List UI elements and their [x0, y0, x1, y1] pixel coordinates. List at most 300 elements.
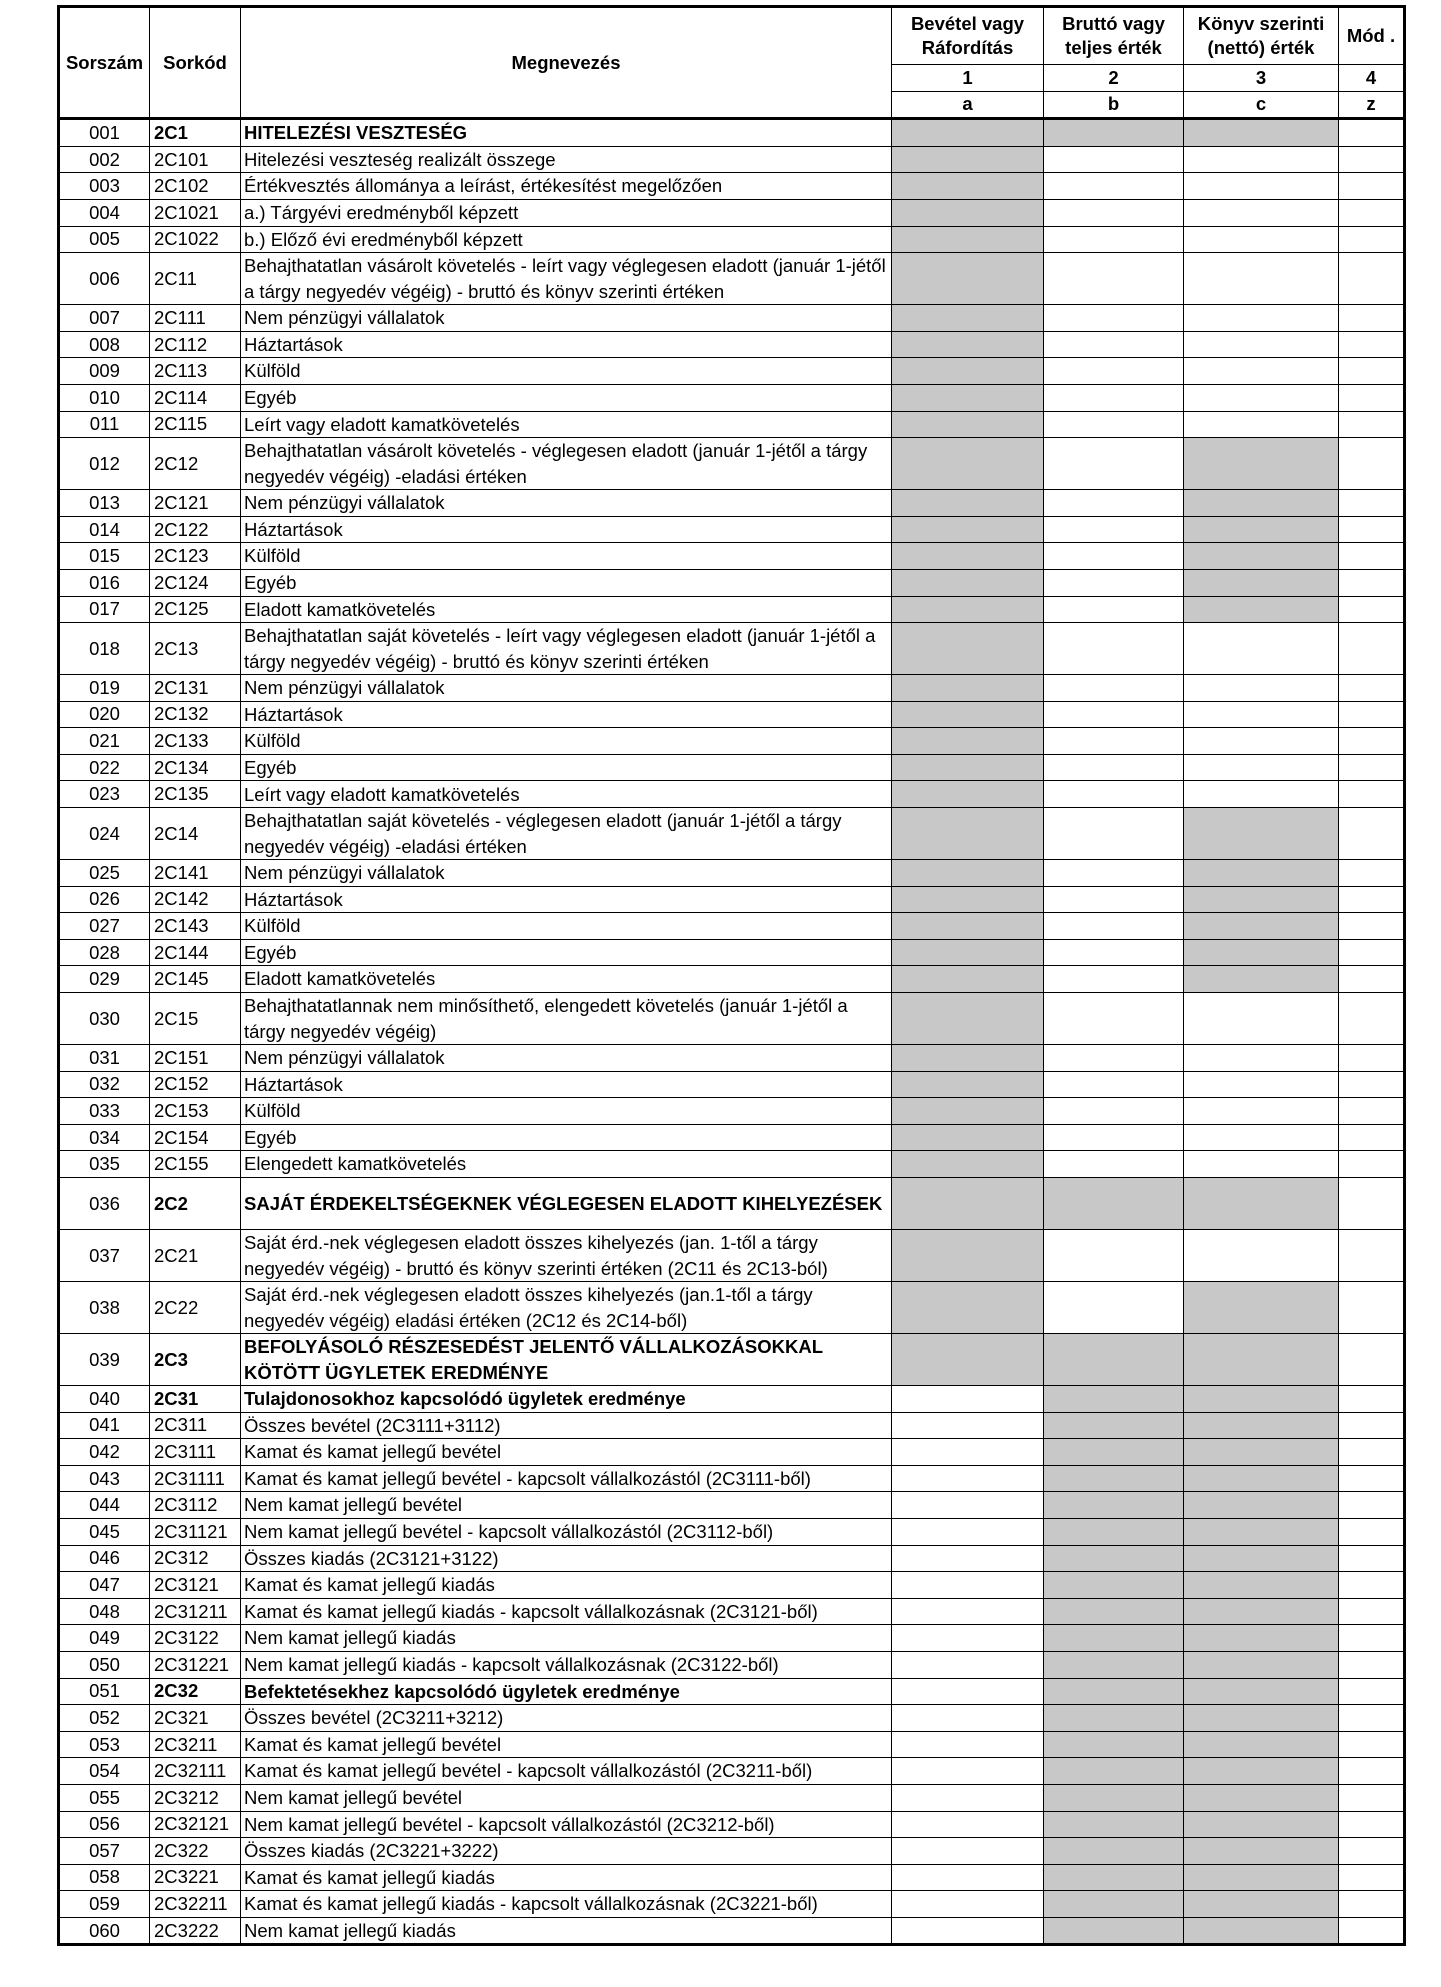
value-cell-col1[interactable] — [892, 1838, 1044, 1865]
value-cell-col4[interactable] — [1339, 1439, 1405, 1466]
row-number: 026 — [59, 886, 150, 913]
value-cell-col1 — [892, 438, 1044, 490]
value-cell-col4[interactable] — [1339, 1758, 1405, 1785]
value-cell-col1[interactable] — [892, 1492, 1044, 1519]
row-code: 2C321 — [150, 1705, 241, 1732]
row-code: 2C3122 — [150, 1625, 241, 1652]
table-row — [59, 305, 1405, 332]
value-cell-col2[interactable] — [1044, 623, 1184, 675]
table-header — [59, 7, 1405, 119]
value-cell-col4[interactable] — [1339, 1098, 1405, 1125]
value-cell-col1[interactable] — [892, 1598, 1044, 1625]
value-cell-col4[interactable] — [1339, 384, 1405, 411]
value-cell-col4[interactable] — [1339, 253, 1405, 305]
value-cell-col3[interactable] — [1184, 358, 1339, 385]
value-cell-col2[interactable] — [1044, 728, 1184, 755]
value-cell-col4[interactable] — [1339, 543, 1405, 570]
value-cell-col2[interactable] — [1044, 411, 1184, 438]
value-cell-col2[interactable] — [1044, 939, 1184, 966]
table-row — [59, 1758, 1405, 1785]
row-description: Hitelezési veszteség realizált összege — [241, 146, 892, 173]
row-description: Leírt vagy eladott kamatkövetelés — [241, 411, 892, 438]
row-description: Külföld — [241, 543, 892, 570]
value-cell-col4[interactable] — [1339, 1731, 1405, 1758]
value-cell-col4[interactable] — [1339, 1518, 1405, 1545]
value-cell-col1[interactable] — [892, 1811, 1044, 1838]
row-description: Értékvesztés állománya a leírást, értékesítést megelőzően — [241, 173, 892, 200]
value-cell-col4[interactable] — [1339, 1598, 1405, 1625]
row-code: 2C153 — [150, 1098, 241, 1125]
value-cell-col1[interactable] — [892, 1439, 1044, 1466]
row-description: Nem pénzügyi vállalatok — [241, 305, 892, 332]
header-col4-letter: z — [1339, 91, 1405, 119]
value-cell-col2[interactable] — [1044, 754, 1184, 781]
value-cell-col2[interactable] — [1044, 913, 1184, 940]
value-cell-col1[interactable] — [892, 1731, 1044, 1758]
value-cell-col1 — [892, 516, 1044, 543]
table-row — [59, 1518, 1405, 1545]
table-row — [59, 623, 1405, 675]
value-cell-col3 — [1184, 1838, 1339, 1865]
value-cell-col4[interactable] — [1339, 146, 1405, 173]
value-cell-col3 — [1184, 1891, 1339, 1918]
table-row — [59, 993, 1405, 1045]
value-cell-col2[interactable] — [1044, 358, 1184, 385]
value-cell-col3[interactable] — [1184, 1098, 1339, 1125]
value-cell-col4[interactable] — [1339, 1282, 1405, 1334]
row-number: 046 — [59, 1545, 150, 1572]
value-cell-col3[interactable] — [1184, 993, 1339, 1045]
value-cell-col3 — [1184, 1758, 1339, 1785]
row-description: Háztartások — [241, 886, 892, 913]
value-cell-col1[interactable] — [892, 1625, 1044, 1652]
value-cell-col4[interactable] — [1339, 1492, 1405, 1519]
value-cell-col4[interactable] — [1339, 728, 1405, 755]
value-cell-col4[interactable] — [1339, 1705, 1405, 1732]
value-cell-col4[interactable] — [1339, 1864, 1405, 1891]
row-code: 2C144 — [150, 939, 241, 966]
value-cell-col1 — [892, 411, 1044, 438]
value-cell-col2 — [1044, 1917, 1184, 1945]
value-cell-col2[interactable] — [1044, 966, 1184, 993]
value-cell-col2[interactable] — [1044, 1098, 1184, 1125]
row-code: 2C152 — [150, 1071, 241, 1098]
row-number: 032 — [59, 1071, 150, 1098]
table-row — [59, 384, 1405, 411]
header-col2-num: 2 — [1044, 65, 1184, 92]
row-code: 2C311 — [150, 1412, 241, 1439]
value-cell-col2[interactable] — [1044, 490, 1184, 517]
row-description: Behajthatatlan vásárolt követelés - leírt vagy véglegesen eladott (január 1-jétől a tárgy negyedév végéig) - bruttó és könyv szerinti értéken — [241, 253, 892, 305]
value-cell-col2[interactable] — [1044, 569, 1184, 596]
row-number: 039 — [59, 1334, 150, 1386]
value-cell-col3[interactable] — [1184, 146, 1339, 173]
value-cell-col2[interactable] — [1044, 1124, 1184, 1151]
value-cell-col4[interactable] — [1339, 1045, 1405, 1072]
value-cell-col4[interactable] — [1339, 438, 1405, 490]
row-code: 2C102 — [150, 173, 241, 200]
header-col3-title: Könyv szerinti (nettó) érték — [1184, 7, 1339, 65]
row-code: 2C12 — [150, 438, 241, 490]
value-cell-col2[interactable] — [1044, 675, 1184, 702]
value-cell-col4[interactable] — [1339, 993, 1405, 1045]
row-description: Nem kamat jellegű bevétel - kapcsolt vállalkozástól (2C3112-ből) — [241, 1518, 892, 1545]
value-cell-col1 — [892, 728, 1044, 755]
value-cell-col3[interactable] — [1184, 253, 1339, 305]
row-description: Nem pénzügyi vállalatok — [241, 860, 892, 887]
value-cell-col1[interactable] — [892, 1784, 1044, 1811]
value-cell-col4[interactable] — [1339, 1151, 1405, 1178]
value-cell-col2[interactable] — [1044, 886, 1184, 913]
value-cell-col2[interactable] — [1044, 331, 1184, 358]
value-cell-col3[interactable] — [1184, 1151, 1339, 1178]
value-cell-col2 — [1044, 1465, 1184, 1492]
row-code: 2C123 — [150, 543, 241, 570]
value-cell-col3 — [1184, 596, 1339, 623]
row-description: Egyéb — [241, 754, 892, 781]
value-cell-col4[interactable] — [1339, 596, 1405, 623]
row-number: 043 — [59, 1465, 150, 1492]
value-cell-col4[interactable] — [1339, 173, 1405, 200]
value-cell-col4[interactable] — [1339, 1230, 1405, 1282]
row-number: 029 — [59, 966, 150, 993]
value-cell-col2[interactable] — [1044, 993, 1184, 1045]
table-row — [59, 1439, 1405, 1466]
row-code: 2C114 — [150, 384, 241, 411]
row-number: 047 — [59, 1572, 150, 1599]
row-description: Összes kiadás (2C3121+3122) — [241, 1545, 892, 1572]
value-cell-col4[interactable] — [1339, 199, 1405, 226]
value-cell-col1 — [892, 781, 1044, 808]
value-cell-col4[interactable] — [1339, 913, 1405, 940]
value-cell-col2 — [1044, 1412, 1184, 1439]
value-cell-col2[interactable] — [1044, 596, 1184, 623]
value-cell-col2[interactable] — [1044, 438, 1184, 490]
value-cell-col1[interactable] — [892, 1864, 1044, 1891]
table-row — [59, 1572, 1405, 1599]
row-code: 2C1022 — [150, 226, 241, 253]
row-description: Tulajdonosokhoz kapcsolódó ügyletek eredménye — [241, 1386, 892, 1413]
value-cell-col3[interactable] — [1184, 226, 1339, 253]
value-cell-col4[interactable] — [1339, 411, 1405, 438]
value-cell-col4[interactable] — [1339, 516, 1405, 543]
row-code: 2C3111 — [150, 1439, 241, 1466]
row-code: 2C134 — [150, 754, 241, 781]
value-cell-col4[interactable] — [1339, 886, 1405, 913]
value-cell-col4[interactable] — [1339, 1891, 1405, 1918]
value-cell-col1 — [892, 1178, 1044, 1230]
row-code: 2C154 — [150, 1124, 241, 1151]
table-row — [59, 1098, 1405, 1125]
value-cell-col2 — [1044, 1545, 1184, 1572]
value-cell-col1[interactable] — [892, 1412, 1044, 1439]
value-cell-col3[interactable] — [1184, 199, 1339, 226]
value-cell-col2[interactable] — [1044, 253, 1184, 305]
table-row — [59, 1731, 1405, 1758]
value-cell-col3[interactable] — [1184, 411, 1339, 438]
value-cell-col1 — [892, 966, 1044, 993]
value-cell-col2 — [1044, 1864, 1184, 1891]
value-cell-col4[interactable] — [1339, 1678, 1405, 1705]
value-cell-col1[interactable] — [892, 1465, 1044, 1492]
value-cell-col4[interactable] — [1339, 1838, 1405, 1865]
header-sorszam: Sorszám — [59, 7, 150, 119]
value-cell-col2[interactable] — [1044, 384, 1184, 411]
row-description: Elengedett kamatkövetelés — [241, 1151, 892, 1178]
value-cell-col2[interactable] — [1044, 146, 1184, 173]
value-cell-col3[interactable] — [1184, 384, 1339, 411]
value-cell-col4[interactable] — [1339, 781, 1405, 808]
value-cell-col1[interactable] — [892, 1917, 1044, 1945]
value-cell-col3[interactable] — [1184, 1124, 1339, 1151]
value-cell-col1[interactable] — [892, 1572, 1044, 1599]
value-cell-col4[interactable] — [1339, 119, 1405, 147]
value-cell-col1 — [892, 569, 1044, 596]
value-cell-col4[interactable] — [1339, 675, 1405, 702]
value-cell-col2 — [1044, 1625, 1184, 1652]
row-number: 034 — [59, 1124, 150, 1151]
row-description: Külföld — [241, 728, 892, 755]
row-description: Kamat és kamat jellegű kiadás - kapcsolt vállalkozásnak (2C3121-ből) — [241, 1598, 892, 1625]
value-cell-col4[interactable] — [1339, 1178, 1405, 1230]
value-cell-col3[interactable] — [1184, 305, 1339, 332]
value-cell-col2[interactable] — [1044, 781, 1184, 808]
row-number: 042 — [59, 1439, 150, 1466]
row-description: Egyéb — [241, 569, 892, 596]
value-cell-col2[interactable] — [1044, 1230, 1184, 1282]
value-cell-col1[interactable] — [892, 1705, 1044, 1732]
value-cell-col4[interactable] — [1339, 1811, 1405, 1838]
table-row — [59, 1151, 1405, 1178]
value-cell-col3 — [1184, 1334, 1339, 1386]
value-cell-col1[interactable] — [892, 1545, 1044, 1572]
value-cell-col4[interactable] — [1339, 358, 1405, 385]
value-cell-col4[interactable] — [1339, 808, 1405, 860]
table-row — [59, 1864, 1405, 1891]
table-row — [59, 1891, 1405, 1918]
row-number: 002 — [59, 146, 150, 173]
row-description: Nem kamat jellegű bevétel - kapcsolt vállalkozástól (2C3212-ből) — [241, 1811, 892, 1838]
value-cell-col2 — [1044, 1334, 1184, 1386]
value-cell-col2[interactable] — [1044, 1045, 1184, 1072]
report-form — [57, 5, 1403, 1946]
row-number: 049 — [59, 1625, 150, 1652]
row-number: 018 — [59, 623, 150, 675]
value-cell-col1 — [892, 1151, 1044, 1178]
value-cell-col1 — [892, 1334, 1044, 1386]
value-cell-col2[interactable] — [1044, 199, 1184, 226]
value-cell-col3 — [1184, 1178, 1339, 1230]
row-code: 2C22 — [150, 1282, 241, 1334]
row-description: Kamat és kamat jellegű bevétel - kapcsolt vállalkozástól (2C3111-ből) — [241, 1465, 892, 1492]
value-cell-col2[interactable] — [1044, 808, 1184, 860]
value-cell-col2[interactable] — [1044, 226, 1184, 253]
table-row — [59, 781, 1405, 808]
row-number: 010 — [59, 384, 150, 411]
row-description: Nem pénzügyi vállalatok — [241, 675, 892, 702]
value-cell-col3 — [1184, 1492, 1339, 1519]
row-number: 035 — [59, 1151, 150, 1178]
row-code: 2C3222 — [150, 1917, 241, 1945]
value-cell-col3[interactable] — [1184, 331, 1339, 358]
value-cell-col2[interactable] — [1044, 701, 1184, 728]
row-number: 024 — [59, 808, 150, 860]
row-description: Eladott kamatkövetelés — [241, 596, 892, 623]
value-cell-col4[interactable] — [1339, 1124, 1405, 1151]
table-row — [59, 1838, 1405, 1865]
value-cell-col3[interactable] — [1184, 623, 1339, 675]
value-cell-col3 — [1184, 119, 1339, 147]
value-cell-col3[interactable] — [1184, 675, 1339, 702]
value-cell-col3 — [1184, 913, 1339, 940]
value-cell-col1 — [892, 1124, 1044, 1151]
row-code: 2C145 — [150, 966, 241, 993]
row-number: 048 — [59, 1598, 150, 1625]
value-cell-col4[interactable] — [1339, 1784, 1405, 1811]
value-cell-col3 — [1184, 1412, 1339, 1439]
header-megnevezes: Megnevezés — [241, 7, 892, 119]
value-cell-col1[interactable] — [892, 1518, 1044, 1545]
row-code: 2C142 — [150, 886, 241, 913]
value-cell-col4[interactable] — [1339, 754, 1405, 781]
row-code: 2C3212 — [150, 1784, 241, 1811]
row-description: Kamat és kamat jellegű kiadás — [241, 1572, 892, 1599]
value-cell-col3[interactable] — [1184, 1045, 1339, 1072]
value-cell-col3 — [1184, 1282, 1339, 1334]
row-number: 052 — [59, 1705, 150, 1732]
value-cell-col4[interactable] — [1339, 1334, 1405, 1386]
value-cell-col4[interactable] — [1339, 1572, 1405, 1599]
value-cell-col1[interactable] — [892, 1758, 1044, 1785]
value-cell-col4[interactable] — [1339, 1917, 1405, 1945]
table-row — [59, 1071, 1405, 1098]
row-number: 051 — [59, 1678, 150, 1705]
table-row — [59, 1705, 1405, 1732]
table-row — [59, 411, 1405, 438]
value-cell-col4[interactable] — [1339, 939, 1405, 966]
table-row — [59, 886, 1405, 913]
value-cell-col3[interactable] — [1184, 701, 1339, 728]
value-cell-col4[interactable] — [1339, 1386, 1405, 1413]
row-number: 036 — [59, 1178, 150, 1230]
value-cell-col2 — [1044, 1705, 1184, 1732]
table-row — [59, 1045, 1405, 1072]
row-description: Nem pénzügyi vállalatok — [241, 490, 892, 517]
value-cell-col3 — [1184, 1545, 1339, 1572]
row-number: 033 — [59, 1098, 150, 1125]
value-cell-col1[interactable] — [892, 1891, 1044, 1918]
value-cell-col3 — [1184, 1864, 1339, 1891]
value-cell-col3[interactable] — [1184, 781, 1339, 808]
table-row — [59, 701, 1405, 728]
table-row — [59, 860, 1405, 887]
row-number: 022 — [59, 754, 150, 781]
value-cell-col4[interactable] — [1339, 331, 1405, 358]
table-row — [59, 1678, 1405, 1705]
row-code: 2C31111 — [150, 1465, 241, 1492]
value-cell-col4[interactable] — [1339, 1465, 1405, 1492]
value-cell-col2 — [1044, 1386, 1184, 1413]
value-cell-col3[interactable] — [1184, 173, 1339, 200]
value-cell-col3[interactable] — [1184, 754, 1339, 781]
value-cell-col2[interactable] — [1044, 1282, 1184, 1334]
row-code: 2C21 — [150, 1230, 241, 1282]
row-description: Behajthatatlan saját követelés - leírt vagy véglegesen eladott (január 1-jétől a tárgy negyedév végéig) - bruttó és könyv szerinti értéken — [241, 623, 892, 675]
value-cell-col1[interactable] — [892, 1651, 1044, 1678]
value-cell-col4[interactable] — [1339, 1545, 1405, 1572]
value-cell-col4[interactable] — [1339, 1412, 1405, 1439]
value-cell-col3 — [1184, 490, 1339, 517]
value-cell-col1[interactable] — [892, 1678, 1044, 1705]
value-cell-col2 — [1044, 1598, 1184, 1625]
value-cell-col3[interactable] — [1184, 1071, 1339, 1098]
value-cell-col1 — [892, 173, 1044, 200]
value-cell-col1 — [892, 1282, 1044, 1334]
value-cell-col2[interactable] — [1044, 543, 1184, 570]
value-cell-col1 — [892, 543, 1044, 570]
value-cell-col4[interactable] — [1339, 1651, 1405, 1678]
value-cell-col3[interactable] — [1184, 1230, 1339, 1282]
value-cell-col4[interactable] — [1339, 1071, 1405, 1098]
row-number: 009 — [59, 358, 150, 385]
value-cell-col1 — [892, 993, 1044, 1045]
table-row — [59, 1386, 1405, 1413]
table-row — [59, 226, 1405, 253]
value-cell-col4[interactable] — [1339, 569, 1405, 596]
value-cell-col4[interactable] — [1339, 305, 1405, 332]
value-cell-col2[interactable] — [1044, 1151, 1184, 1178]
value-cell-col1[interactable] — [892, 1386, 1044, 1413]
table-row — [59, 1492, 1405, 1519]
value-cell-col3[interactable] — [1184, 728, 1339, 755]
value-cell-col4[interactable] — [1339, 226, 1405, 253]
value-cell-col4[interactable] — [1339, 860, 1405, 887]
header-col1-num: 1 — [892, 65, 1044, 92]
value-cell-col2[interactable] — [1044, 305, 1184, 332]
value-cell-col4[interactable] — [1339, 490, 1405, 517]
value-cell-col1 — [892, 384, 1044, 411]
value-cell-col2[interactable] — [1044, 1071, 1184, 1098]
row-number: 041 — [59, 1412, 150, 1439]
value-cell-col4[interactable] — [1339, 1625, 1405, 1652]
value-cell-col1 — [892, 199, 1044, 226]
row-number: 060 — [59, 1917, 150, 1945]
row-number: 003 — [59, 173, 150, 200]
row-description: Összes kiadás (2C3221+3222) — [241, 1838, 892, 1865]
header-col2-letter: b — [1044, 91, 1184, 119]
value-cell-col1 — [892, 331, 1044, 358]
row-code: 2C115 — [150, 411, 241, 438]
row-number: 058 — [59, 1864, 150, 1891]
value-cell-col3 — [1184, 543, 1339, 570]
value-cell-col1 — [892, 675, 1044, 702]
value-cell-col2[interactable] — [1044, 173, 1184, 200]
row-description: Leírt vagy eladott kamatkövetelés — [241, 781, 892, 808]
value-cell-col4[interactable] — [1339, 701, 1405, 728]
row-code: 2C13 — [150, 623, 241, 675]
row-code: 2C31 — [150, 1386, 241, 1413]
row-description: BEFOLYÁSOLÓ RÉSZESEDÉST JELENTŐ VÁLLALKOZÁSOKKAL KÖTÖTT ÜGYLETEK EREDMÉNYE — [241, 1334, 892, 1386]
value-cell-col2[interactable] — [1044, 516, 1184, 543]
row-number: 007 — [59, 305, 150, 332]
value-cell-col2[interactable] — [1044, 860, 1184, 887]
header-col2-title: Bruttó vagy teljes érték — [1044, 7, 1184, 65]
value-cell-col4[interactable] — [1339, 623, 1405, 675]
table-row — [59, 1230, 1405, 1282]
row-code: 2C125 — [150, 596, 241, 623]
value-cell-col4[interactable] — [1339, 966, 1405, 993]
table-row — [59, 939, 1405, 966]
